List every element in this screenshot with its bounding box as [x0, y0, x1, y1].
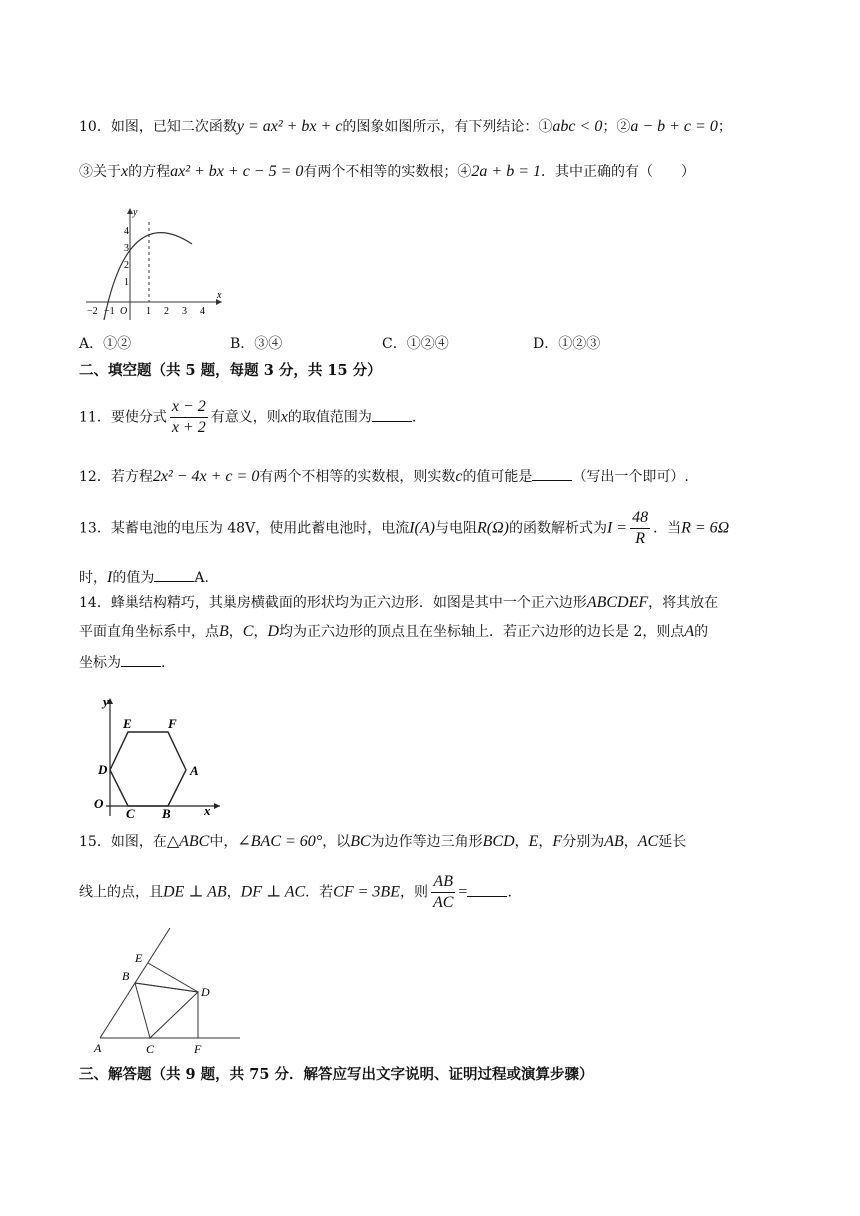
q13-line1: 13．某蓄电池的电压为 48V，使用此蓄电池时，电流I(A)与电阻R(Ω)的函数解析式为I = $\frac{48}{R}$ ．当R = 6Ω	[79, 509, 730, 547]
section3-title: 三、解答题（共 9 题，共 75 分．解答应写出文字说明、证明过程或演算步骤）	[79, 1066, 594, 1083]
q10-x-axis-label: x	[217, 290, 222, 301]
q10-conclusion-3: ax² + bx + c − 5 = 0	[170, 163, 304, 180]
q14-hexagon-figure	[86, 688, 226, 820]
q10-x-tick: 3	[182, 306, 187, 317]
q10-x-tick: 2	[164, 306, 169, 317]
q10-x-tick: −1	[104, 306, 115, 317]
q11-answer-blank[interactable]	[372, 407, 412, 422]
q10-conclusion-1: abc < 0	[552, 118, 603, 135]
q15-geometry-figure	[90, 920, 250, 1060]
q14-origin-label: O	[94, 796, 104, 811]
q15-answer-blank[interactable]	[467, 882, 507, 897]
q14-x-axis-label: x	[204, 803, 211, 818]
q14-point-d: D	[98, 762, 108, 777]
q10-line2: ③关于x的方程ax² + bx + c − 5 = 0有两个不相等的实数根；④2a + b = 1．其中正确的有（ ）	[79, 163, 695, 180]
q10-option-d[interactable]: D．①②③	[533, 336, 601, 352]
q10-x-tick: 4	[200, 306, 205, 317]
q14-point-e: E	[123, 716, 132, 731]
q10-conclusion-4: 2a + b = 1	[471, 163, 541, 180]
q10-y-tick: 1	[124, 277, 129, 288]
q14-point-f: F	[168, 716, 177, 731]
q14-point-a: A	[190, 763, 199, 778]
q14-answer-blank[interactable]	[121, 652, 161, 667]
q13-fraction: $\frac{48}{R}$	[632, 509, 649, 547]
q10-y-tick: 3	[124, 243, 129, 254]
q10-origin-label: O	[120, 306, 128, 317]
q15-fraction: $\frac{AB}{AC}$	[432, 873, 454, 911]
q12-equation: 2x² − 4x + c = 0	[152, 468, 260, 485]
q10-option-a[interactable]: A．①②	[79, 336, 132, 352]
q12-line: 12．若方程2x² − 4x + c = 0有两个不相等的实数根，则实数c的值可能是 （写出一个即可）.	[79, 468, 689, 485]
q15-point-f: F	[194, 1042, 202, 1056]
q14-line2: 平面直角坐标系中，点B，C，D均为正六边形的顶点且在坐标轴上．若正六边形的边长是 2，则点A的	[79, 623, 709, 640]
q10-options	[79, 334, 779, 354]
q10-conclusion-2: a − b + c = 0	[630, 118, 718, 135]
q11-line: 11．要使分式 $\frac{x - 2}{x + 2}$ 有意义，则x的取值范围为 .	[79, 398, 417, 436]
section2-title: 二、填空题（共 5 题，每题 3 分，共 15 分）	[79, 362, 382, 379]
q15-line1: 15．如图，在△ABC中，∠BAC = 60°，以BC为边作等边三角形BCD，E，F分别为AB，AC延长	[79, 833, 687, 850]
q14-point-b: B	[162, 806, 171, 820]
q14-line3: 坐标为 .	[79, 652, 165, 673]
q10-function-expr: y = ax² + bx + c	[236, 118, 343, 135]
q10-option-c[interactable]: C．①②④	[382, 336, 449, 352]
q15-point-a: A	[94, 1041, 102, 1055]
q10-y-axis-label: y	[133, 207, 138, 218]
q13-answer-blank[interactable]	[154, 567, 194, 582]
q10-x-tick: −2	[87, 306, 98, 317]
q10-x-tick: 1	[146, 306, 151, 317]
q10-y-tick: 4	[124, 226, 129, 237]
q11-fraction: $\frac{x - 2}{x + 2}$	[171, 398, 206, 436]
q14-y-axis-label: y	[103, 694, 109, 709]
q15-point-c: C	[146, 1042, 155, 1056]
q10-line1: 10．如图，已知二次函数y = ax² + bx + c的图象如图所示，有下列结论：①abc < 0；②a − b + c = 0；	[79, 118, 732, 135]
q12-answer-blank[interactable]	[532, 466, 572, 481]
q10-y-tick: 2	[124, 260, 129, 271]
q14-line1: 14．蜂巢结构精巧，其巢房横截面的形状均为正六边形．如图是其中一个正六边形ABCDEF，将其放在	[79, 594, 719, 611]
q15-point-e: E	[135, 951, 143, 965]
q15-point-d: D	[201, 985, 210, 999]
q15-line2: 线上的点，且DE ⊥ AB，DF ⊥ AC．若CF = 3BE，则 $\frac{AB}{AC}$ = .	[79, 873, 512, 911]
q13-line2: 时，I的值为 A.	[79, 569, 209, 586]
q15-point-b: B	[122, 969, 130, 983]
q10-option-b[interactable]: B．③④	[230, 336, 283, 352]
q10-parabola-figure	[82, 202, 242, 322]
q14-point-c: C	[126, 806, 135, 820]
